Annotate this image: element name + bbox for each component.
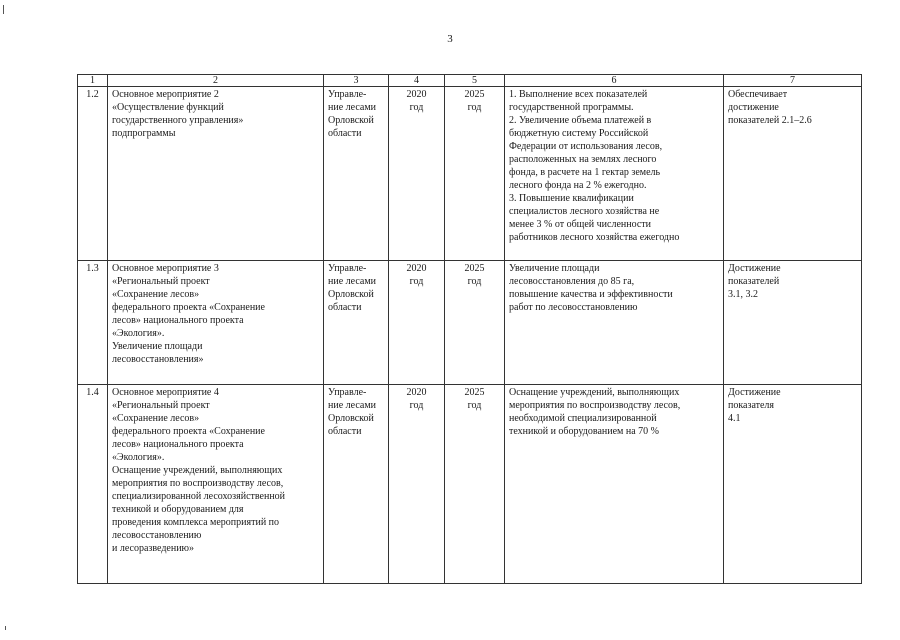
row-number-text: 1.4 bbox=[86, 387, 99, 398]
row-number bbox=[78, 385, 108, 584]
cell-text-line: области bbox=[328, 128, 362, 139]
column-number: 3 bbox=[324, 75, 389, 87]
cell-text-line: год bbox=[467, 276, 482, 287]
cell-text-line: год bbox=[409, 400, 424, 411]
row-number-text: 1.2 bbox=[86, 89, 99, 100]
column-number: 1 bbox=[78, 75, 108, 87]
cell-text-line: Достижение bbox=[728, 387, 781, 398]
cell-text-line: повышение качества и эффективности bbox=[509, 289, 673, 300]
cell-text-line: мероприятия по воспроизводству лесов, bbox=[509, 400, 681, 411]
cell-text-line: Орловской bbox=[328, 413, 374, 424]
cell-text-line: работ по лесовосстановлению bbox=[509, 302, 638, 313]
cell-text-line: расположенных на землях лесного bbox=[509, 154, 657, 165]
measure-name bbox=[108, 87, 324, 261]
cell-text-line: лесовосстановления» bbox=[112, 354, 204, 365]
cell-text-line: Увеличение площади bbox=[112, 341, 203, 352]
cell-text-line: лесов» национального проекта bbox=[112, 439, 244, 450]
cell-text-line: работников лесного хозяйства ежегодно bbox=[509, 232, 680, 243]
cell-text-line: «Экология». bbox=[112, 452, 165, 463]
end-year bbox=[445, 261, 505, 385]
cell-text-line: области bbox=[328, 302, 362, 313]
cell-text-line: достижение bbox=[728, 102, 779, 113]
cell-text-line: мероприятия по воспроизводству лесов, bbox=[112, 478, 284, 489]
cell-text-line: государственной программы. bbox=[509, 102, 634, 113]
cell-text-line: «Региональный проект bbox=[112, 400, 210, 411]
column-number: 2 bbox=[108, 75, 324, 87]
cell-text-line: ние лесами bbox=[328, 276, 376, 287]
scan-mark-bottom bbox=[5, 626, 6, 630]
cell-text-line: лесовосстановления до 85 га, bbox=[509, 276, 635, 287]
cell-text-line: 2025 bbox=[464, 387, 485, 398]
cell-text-line: и лесоразведению» bbox=[112, 543, 195, 554]
expected-result bbox=[505, 385, 724, 584]
measure-name bbox=[108, 261, 324, 385]
cell-text-line: «Осуществление функций bbox=[112, 102, 224, 113]
cell-text-line: 2020 bbox=[406, 89, 427, 100]
cell-text-line: Основное мероприятие 4 bbox=[112, 387, 219, 398]
cell-text-line: Основное мероприятие 3 bbox=[112, 263, 219, 274]
table-row bbox=[78, 261, 862, 385]
cell-text-line: ние лесами bbox=[328, 400, 376, 411]
column-number: 7 bbox=[724, 75, 862, 87]
cell-text-line: год bbox=[467, 102, 482, 113]
cell-text-line: Федерации от использования лесов, bbox=[509, 141, 663, 152]
scan-mark-top bbox=[3, 5, 4, 14]
cell-text-line: государственного управления» bbox=[112, 115, 244, 126]
cell-text-line: год bbox=[467, 400, 482, 411]
cell-text-line: показателей bbox=[728, 276, 780, 287]
cell-text-line: «Сохранение лесов» bbox=[112, 413, 200, 424]
cell-text-line: федерального проекта «Сохранение bbox=[112, 426, 265, 437]
cell-text-line: год bbox=[409, 102, 424, 113]
cell-text-line: показателей 2.1–2.6 bbox=[728, 115, 812, 126]
cell-text-line: ние лесами bbox=[328, 102, 376, 113]
expected-result bbox=[505, 87, 724, 261]
cell-text-line: техникой и оборудованием на 70 % bbox=[509, 426, 659, 437]
cell-text-line: 2020 bbox=[406, 263, 427, 274]
measure-name bbox=[108, 385, 324, 584]
cell-text-line: лесовосстановлению bbox=[112, 530, 202, 541]
cell-text-line: необходимой специализированной bbox=[509, 413, 657, 424]
start-year bbox=[389, 87, 445, 261]
cell-text-line: «Экология». bbox=[112, 328, 165, 339]
cell-text-line: «Сохранение лесов» bbox=[112, 289, 200, 300]
cell-text-line: области bbox=[328, 426, 362, 437]
table-row bbox=[78, 87, 862, 261]
cell-text-line: специалистов лесного хозяйства не bbox=[509, 206, 660, 217]
cell-text-line: 2. Увеличение объема платежей в bbox=[509, 115, 652, 126]
cell-text-line: лесного фонда на 2 % ежегодно. bbox=[509, 180, 647, 191]
row-number bbox=[78, 87, 108, 261]
cell-text-line: 2020 bbox=[406, 387, 427, 398]
cell-text-line: 1. Выполнение всех показателей bbox=[509, 89, 648, 100]
executor bbox=[324, 385, 389, 584]
cell-text-line: показателя bbox=[728, 400, 775, 411]
cell-text-line: Орловской bbox=[328, 115, 374, 126]
cell-text-line: Достижение bbox=[728, 263, 781, 274]
cell-text-line: фонда, в расчете на 1 гектар земель bbox=[509, 167, 661, 178]
executor bbox=[324, 261, 389, 385]
indicator-relation bbox=[724, 385, 862, 584]
end-year bbox=[445, 87, 505, 261]
table-row bbox=[78, 385, 862, 584]
expected-result bbox=[505, 261, 724, 385]
cell-text-line: техникой и оборудованием для bbox=[112, 504, 244, 515]
column-number: 5 bbox=[445, 75, 505, 87]
cell-text-line: 2025 bbox=[464, 263, 485, 274]
cell-text-line: Оснащение учреждений, выполняющих bbox=[509, 387, 680, 398]
cell-text-line: Основное мероприятие 2 bbox=[112, 89, 219, 100]
column-number-row bbox=[78, 75, 862, 87]
column-number: 6 bbox=[505, 75, 724, 87]
cell-text-line: 4.1 bbox=[728, 413, 741, 424]
cell-text-line: год bbox=[409, 276, 424, 287]
cell-text-line: 3.1, 3.2 bbox=[728, 289, 758, 300]
cell-text-line: Оснащение учреждений, выполняющих bbox=[112, 465, 283, 476]
end-year bbox=[445, 385, 505, 584]
cell-text-line: Управле- bbox=[328, 387, 367, 398]
cell-text-line: менее 3 % от общей численности bbox=[509, 219, 652, 230]
cell-text-line: Управле- bbox=[328, 263, 367, 274]
indicator-relation bbox=[724, 87, 862, 261]
page-number: 3 bbox=[447, 33, 453, 45]
cell-text-line: Орловской bbox=[328, 289, 374, 300]
executor bbox=[324, 87, 389, 261]
cell-text-line: 2025 bbox=[464, 89, 485, 100]
indicator-relation bbox=[724, 261, 862, 385]
cell-text-line: Увеличение площади bbox=[509, 263, 600, 274]
cell-text-line: 3. Повышение квалификации bbox=[509, 193, 634, 204]
measures-table bbox=[77, 74, 862, 584]
cell-text-line: Обеспечивает bbox=[728, 89, 788, 100]
cell-text-line: лесов» национального проекта bbox=[112, 315, 244, 326]
row-number bbox=[78, 261, 108, 385]
cell-text-line: «Региональный проект bbox=[112, 276, 210, 287]
start-year bbox=[389, 385, 445, 584]
cell-text-line: проведения комплекса мероприятий по bbox=[112, 517, 280, 528]
cell-text-line: федерального проекта «Сохранение bbox=[112, 302, 265, 313]
cell-text-line: подпрограммы bbox=[112, 128, 176, 139]
cell-text-line: специализированной лесохозяйственной bbox=[112, 491, 286, 502]
row-number-text: 1.3 bbox=[86, 263, 99, 274]
column-number: 4 bbox=[389, 75, 445, 87]
cell-text-line: Управле- bbox=[328, 89, 367, 100]
cell-text-line: бюджетную систему Российской bbox=[509, 128, 649, 139]
start-year bbox=[389, 261, 445, 385]
